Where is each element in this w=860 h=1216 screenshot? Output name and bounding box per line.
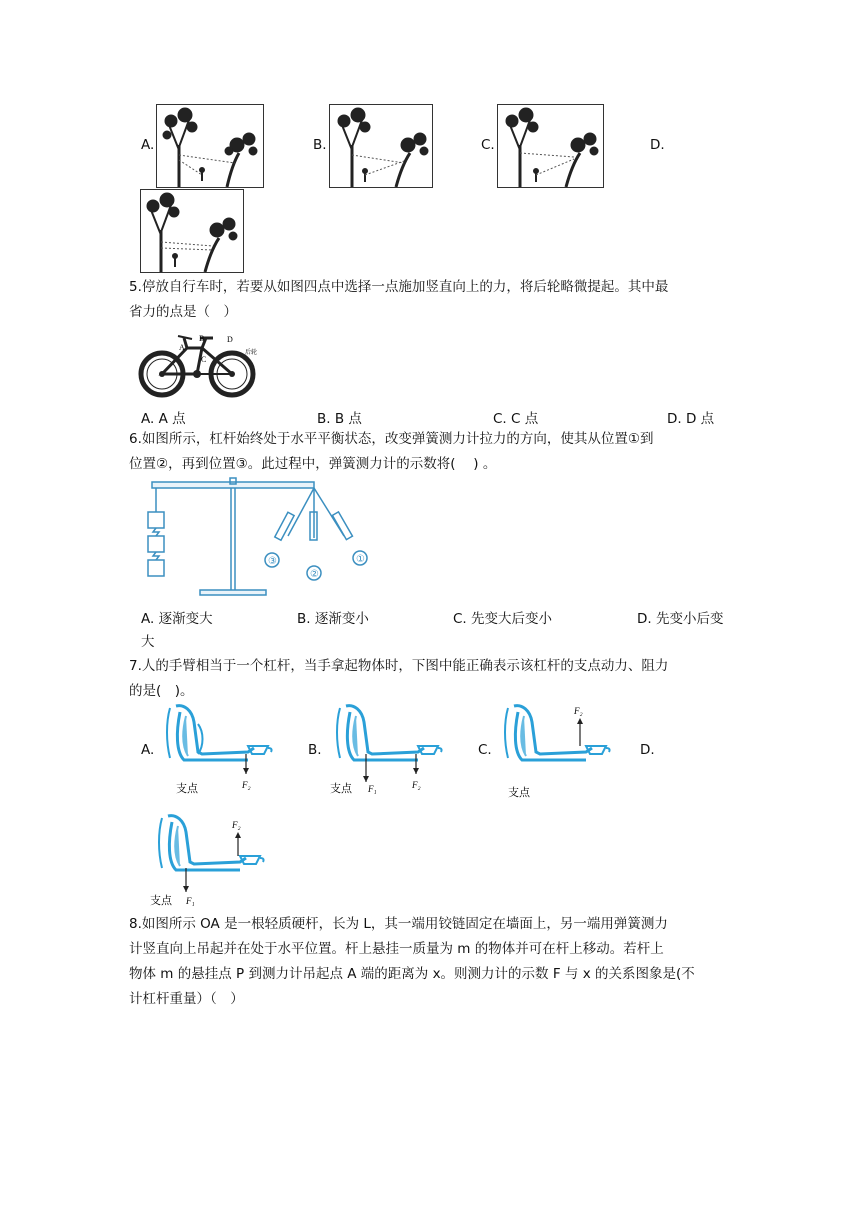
q8-stem-line3: 物体 m 的悬挂点 P 到测力计吊起点 A 端的距离为 x。则测力计的示数 F 与 x 的关系图象是(不 [129,966,695,982]
q6-option-d-wrap: 大 [141,634,155,650]
q6-lever-figure [138,476,378,598]
q7-option-b-label: B. [308,742,322,758]
q5-stem-line1: 5.停放自行车时，若要从如图四点中选择一点施加竖直向上的力，将后轮略微提起。其中最 [129,279,669,295]
q5-option-d: D. D 点 [667,411,715,427]
q7-b-fulcrum: 支点 [330,782,352,795]
q7-option-c-label: C. [478,742,492,758]
q4-option-d-image [140,189,244,273]
q7-d-f2: F₂ [232,820,241,830]
q4-option-d-label: D. [650,137,665,153]
q6-position-2-label: ② [310,569,319,580]
q7-b-f2: F₂ [412,780,421,790]
q4-option-a-image [156,104,264,188]
q7-c-f2: F₂ [574,706,583,716]
q5-label-b: B [199,334,205,343]
q8-stem [129,912,735,1012]
q6-option-d: D. 先变小后变 [637,611,724,627]
q6-stem-line2: 位置②，再到位置③。此过程中，弹簧测力计的示数将( ) 。 [129,456,497,472]
q8-stem-line4: 计杠杆重量）（ ） [129,991,244,1007]
q5-option-a: A. A 点 [141,411,186,427]
q6-position-1-label: ① [356,554,365,565]
q7-d-f1: F₁ [186,896,195,906]
q7-stem [129,654,735,704]
q5-label-c: C [201,355,207,364]
q5-label-rear-wheel: 后轮 [245,349,258,356]
q7-option-b-figure [328,702,448,800]
q4-option-b-image [329,104,433,188]
q7-c-fulcrum: 支点 [508,786,530,799]
q7-option-d-figure [150,812,270,908]
q7-a-fulcrum: 支点 [176,782,198,795]
q6-option-c: C. 先变大后变小 [453,611,553,627]
q6-stem [129,427,735,477]
q8-stem-line1: 8.如图所示 OA 是一根轻质硬杆，长为 L，其一端用铰链固定在墙面上，另一端用弹簧测力 [129,916,668,932]
q7-option-d-label: D. [640,742,655,758]
q7-option-a-label: A. [141,742,155,758]
q7-option-c-figure [496,702,616,800]
q7-a-f2: F₂ [242,780,251,790]
q6-stem-line1: 6.如图所示，杠杆始终处于水平平衡状态，改变弹簧测力计拉力的方向，使其从位置①到 [129,431,654,447]
q5-stem [129,275,735,325]
q6-position-3-label: ③ [268,556,277,567]
q4-option-b-label: B. [313,137,327,153]
q8-stem-line2: 计竖直向上吊起并在处于水平位置。杆上悬挂一质量为 m 的物体并可在杆上移动。若杆上 [129,941,664,957]
q7-stem-line1: 7.人的手臂相当于一个杠杆，当手拿起物体时，下图中能正确表示该杠杆的支点动力、阻力 [129,658,669,674]
q7-option-a-figure [158,702,278,800]
q5-option-c: C. C 点 [493,411,539,427]
q5-label-a: A [179,343,185,352]
q4-option-c-image [497,104,604,188]
q6-option-a: A. 逐渐变大 [141,611,213,627]
q5-label-d: D [227,335,233,344]
q7-stem-line2: 的是( )。 [129,683,194,699]
q5-option-b: B. B 点 [317,411,362,427]
q7-d-fulcrum: 支点 [150,894,172,907]
q4-option-a-label: A. [141,137,155,153]
q5-stem-line2: 省力的点是（ ） [129,304,237,320]
q7-b-f1: F₁ [368,784,377,794]
q4-option-c-label: C. [481,137,495,153]
q5-bicycle-figure [137,330,267,402]
q6-option-b: B. 逐渐变小 [297,611,369,627]
